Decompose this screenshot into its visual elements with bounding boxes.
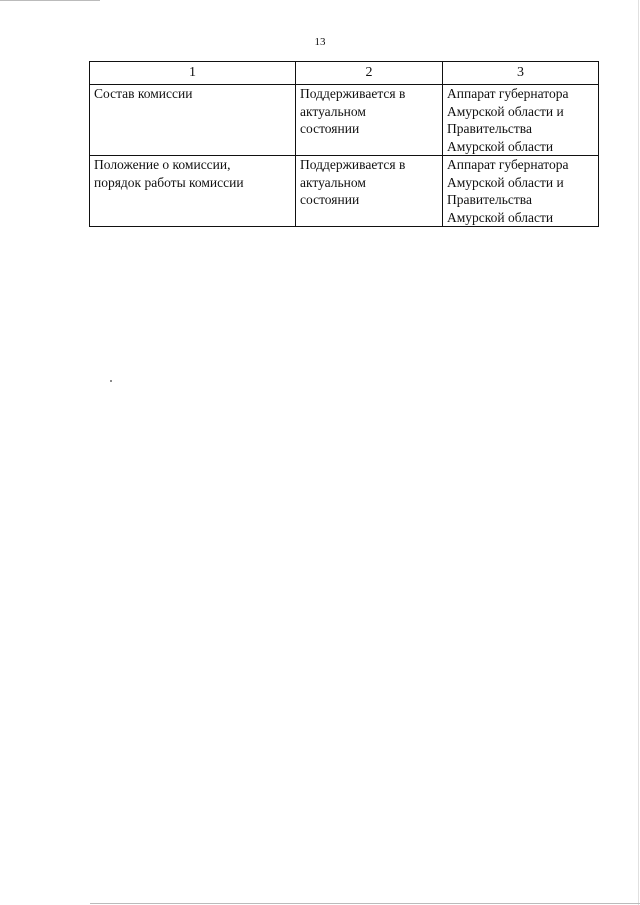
table-cell-responsible: Аппарат губернатора Амурской области и Правительства Амурской области	[443, 85, 599, 156]
scan-speck	[110, 380, 112, 382]
column-header-2: 2	[296, 62, 443, 85]
table-row	[90, 156, 599, 227]
table-header-row	[90, 62, 599, 85]
table-row	[90, 85, 599, 156]
column-header-3: 3	[443, 62, 599, 85]
document-table	[89, 61, 599, 227]
table-cell-name: Положение о комиссии, порядок работы комиссии	[90, 156, 296, 227]
scan-edge-bottom	[90, 903, 640, 904]
table-cell-name: Состав комиссии	[90, 85, 296, 156]
table-cell-status: Поддерживается в актуальном состоянии	[296, 85, 443, 156]
scan-edge-right	[638, 0, 639, 905]
scan-edge-top	[0, 0, 100, 1]
column-header-1: 1	[90, 62, 296, 85]
table-cell-status: Поддерживается в актуальном состоянии	[296, 156, 443, 227]
page-number: 13	[314, 36, 326, 48]
table-cell-responsible: Аппарат губернатора Амурской области и Правительства Амурской области	[443, 156, 599, 227]
